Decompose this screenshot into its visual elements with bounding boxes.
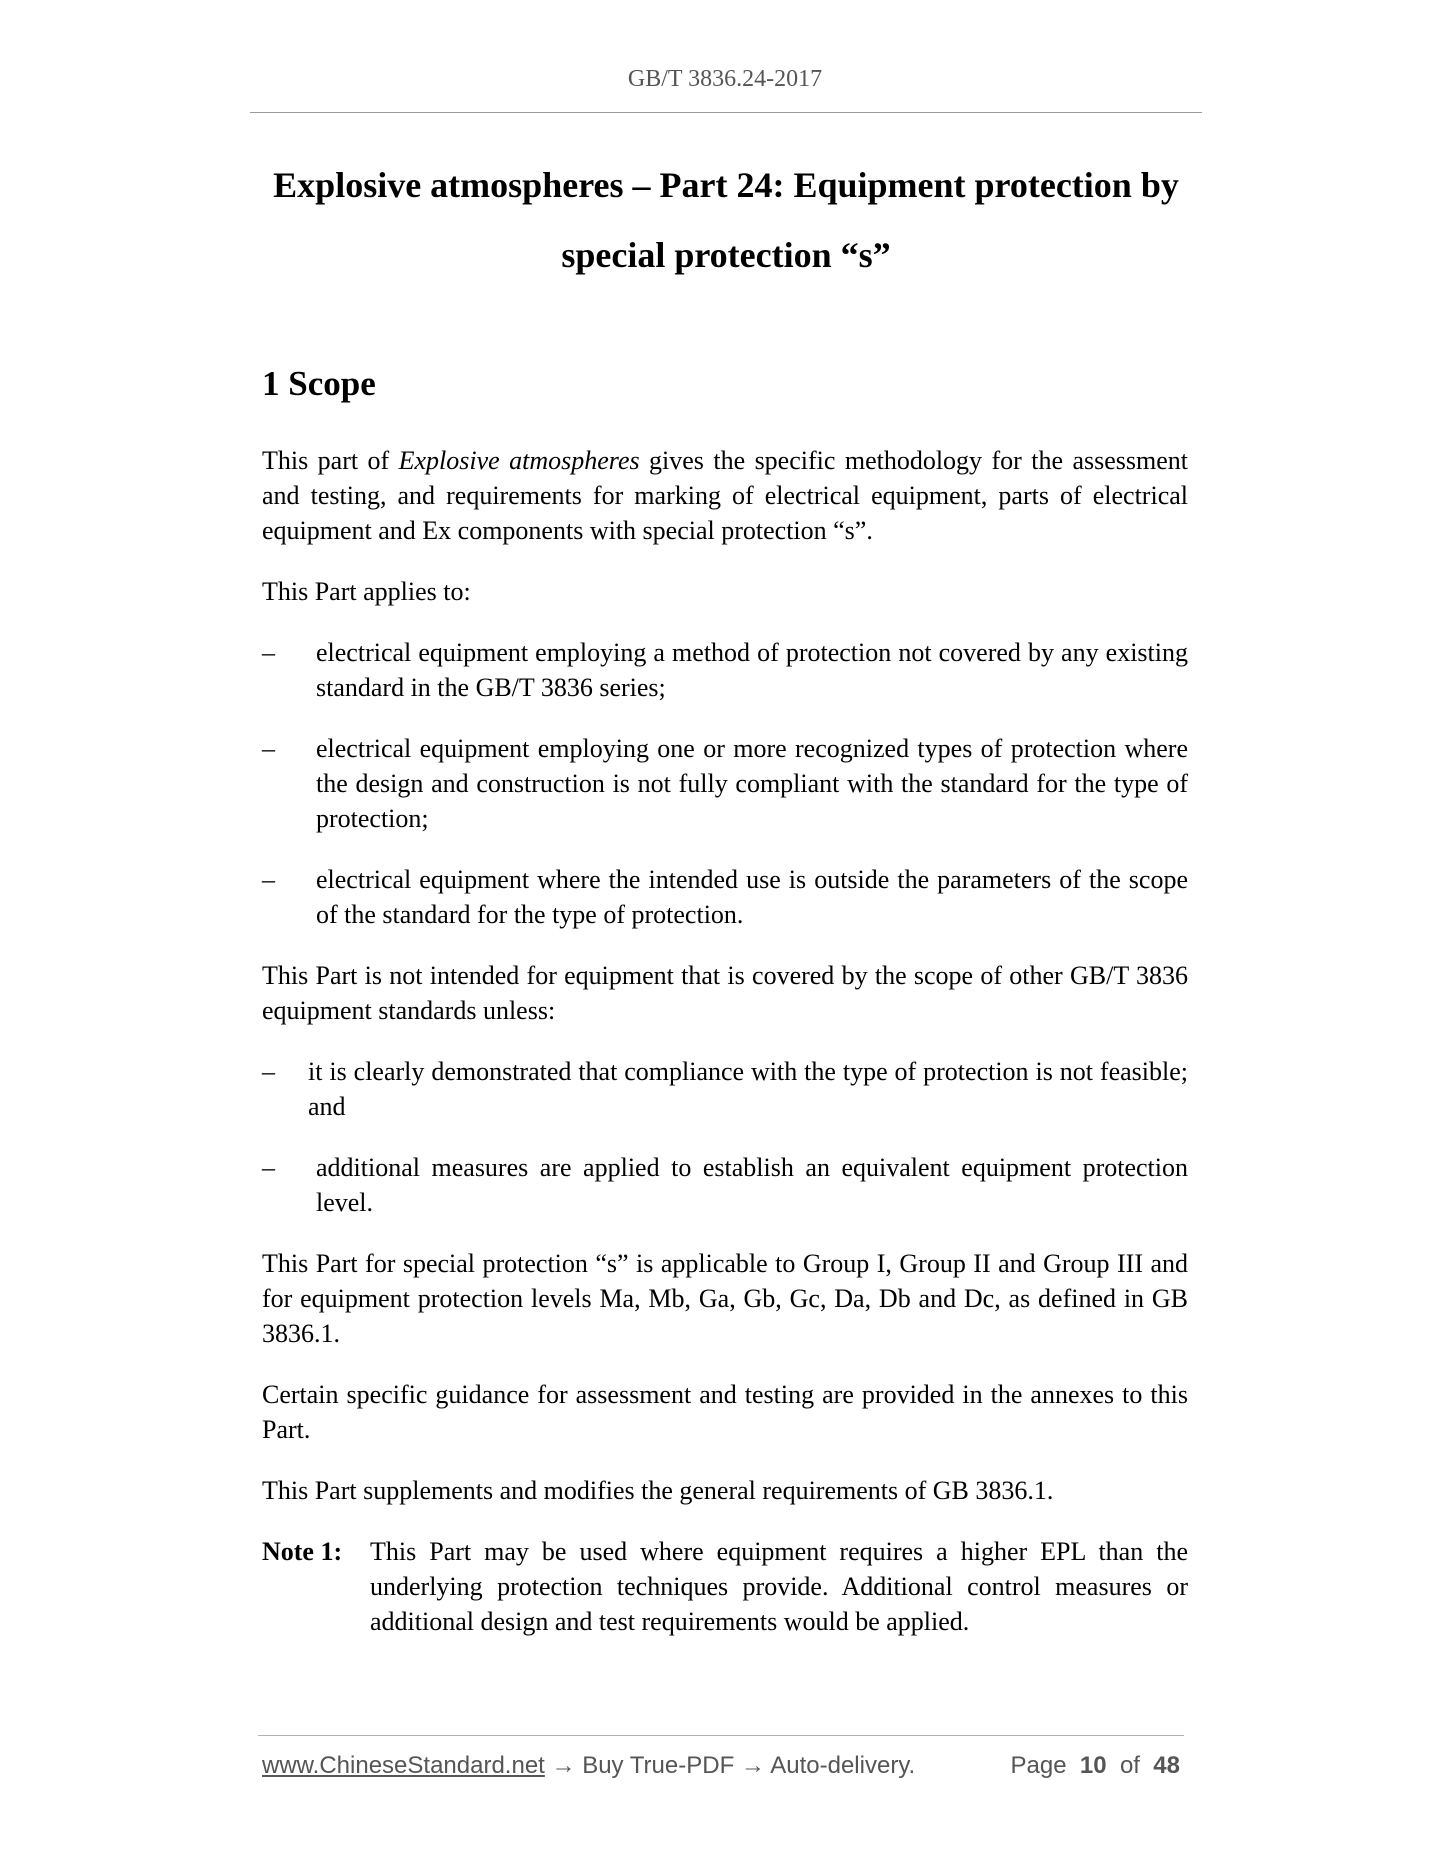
header-standard-code: GB/T 3836.24-2017 bbox=[627, 66, 823, 92]
buy-true-pdf-text: Buy True-PDF bbox=[582, 1752, 735, 1779]
paragraph-scope-intro bbox=[262, 443, 1188, 548]
list-dash: – bbox=[262, 865, 275, 894]
paragraph-applicability: This Part for special protection “s” is applicable to Group I, Group II and Group III and for equipment protection levels Ma, Mb, Ga, Gb, Gc, Da, Db and Dc, as defined in GB 3836.1. bbox=[262, 1249, 1188, 1348]
page-total: 48 bbox=[1153, 1752, 1180, 1779]
list-dash: – bbox=[262, 638, 275, 667]
list-item-text: it is clearly demonstrated that compliance with the type of protection is not feasible; and bbox=[308, 1057, 1188, 1121]
page-footer bbox=[262, 1752, 1184, 1780]
list-dash: – bbox=[262, 734, 275, 763]
list-item-text: electrical equipment employing one or more recognized types of protection where the design and construction is not fully compliant with the standard for the type of protection; bbox=[316, 734, 1188, 833]
page-number bbox=[1010, 1752, 1180, 1780]
note-text: This Part may be used where equipment requires a higher EPL than the underlying protection techniques provide. Additional control measures or additional design and test requirements would be applied. bbox=[370, 1537, 1188, 1636]
page-word: Page bbox=[1010, 1752, 1067, 1779]
list-item-text: additional measures are applied to establish an equivalent equipment protection level. bbox=[316, 1153, 1188, 1217]
list-item-text: electrical equipment where the intended use is outside the parameters of the scope of the standard for the type of protection. bbox=[316, 865, 1188, 929]
list-item bbox=[262, 635, 1188, 705]
page-current: 10 bbox=[1079, 1752, 1107, 1779]
paragraph-not-intended: This Part is not intended for equipment that is covered by the scope of other GB/T 3836 equipment standards unless: bbox=[262, 961, 1188, 1025]
auto-delivery-text: Auto-delivery. bbox=[770, 1752, 916, 1779]
header-divider bbox=[250, 112, 1202, 113]
document-body bbox=[262, 362, 1188, 1665]
list-item bbox=[262, 862, 1188, 932]
scope-intro-suffix: gives the specific methodology for the assessment and testing, and requirements for marking of electrical equipment, parts of electrical equipment and Ex components with special protection “s”. bbox=[262, 446, 1188, 545]
arrow-right-icon: → bbox=[544, 1752, 583, 1779]
note-1 bbox=[262, 1534, 1188, 1639]
arrow-right-icon: → bbox=[734, 1752, 771, 1779]
list-dash: – bbox=[262, 1057, 275, 1086]
website-link[interactable]: www.ChineseStandard.net bbox=[262, 1752, 545, 1779]
list-dash: – bbox=[262, 1153, 275, 1182]
title-line-2: special protection “s” bbox=[561, 235, 891, 275]
of-word: of bbox=[1119, 1752, 1140, 1779]
title-line-1: Explosive atmospheres – Part 24: Equipment protection by bbox=[273, 165, 1179, 205]
paragraph-guidance: Certain specific guidance for assessment and testing are provided in the annexes to this Part. bbox=[262, 1380, 1188, 1444]
list-item-text: electrical equipment employing a method of protection not covered by any existing standard in the GB/T 3836 series; bbox=[316, 638, 1188, 702]
paragraph-applies-to: This Part applies to: bbox=[262, 577, 471, 606]
list-item bbox=[262, 1054, 1188, 1124]
list-item bbox=[262, 731, 1188, 836]
scope-intro-prefix: This part of bbox=[262, 446, 399, 475]
note-label: Note 1: bbox=[262, 1537, 343, 1566]
section-heading: 1 Scope bbox=[262, 364, 376, 403]
list-item bbox=[262, 1150, 1188, 1220]
document-title bbox=[250, 150, 1202, 290]
footer-divider bbox=[258, 1735, 1184, 1736]
paragraph-supplements: This Part supplements and modifies the general requirements of GB 3836.1. bbox=[262, 1476, 1054, 1505]
scope-intro-italic: Explosive atmospheres bbox=[398, 446, 640, 475]
